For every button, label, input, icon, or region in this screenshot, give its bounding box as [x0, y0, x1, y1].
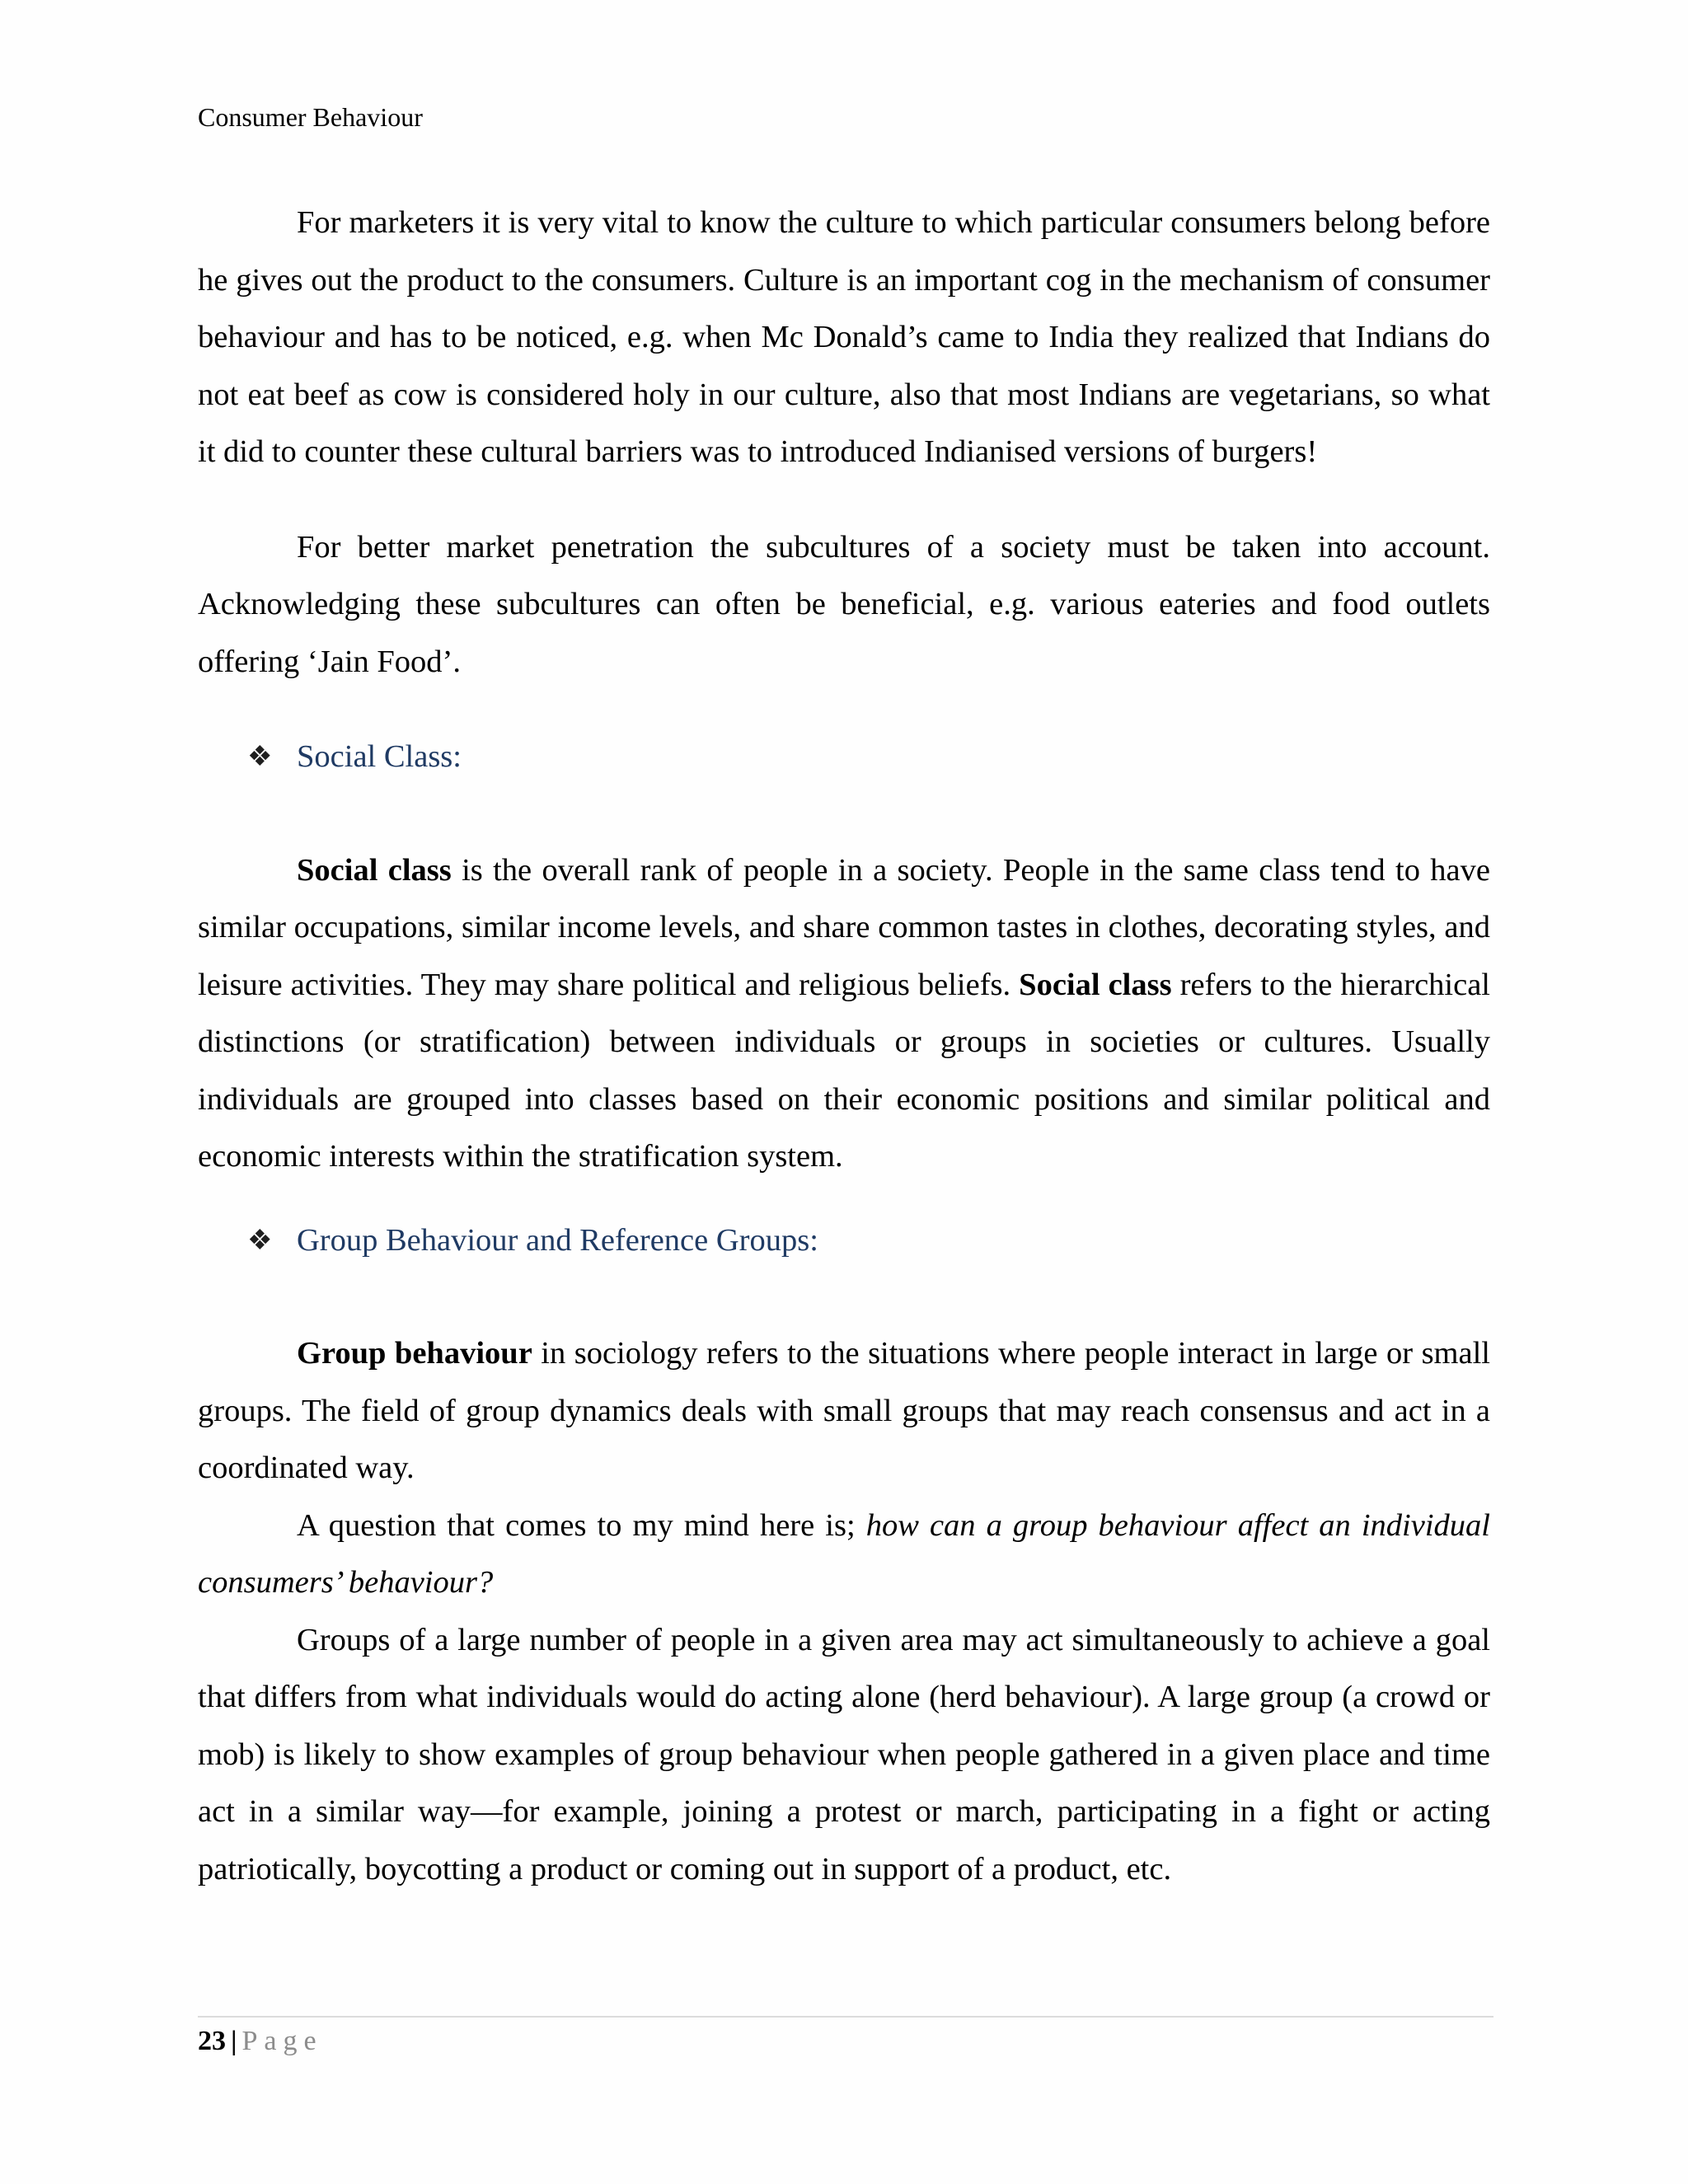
bold-term: Social class: [297, 852, 452, 888]
paragraph-culture: For marketers it is very vital to know the culture to which particular consumers belong before he gives out the product to the consumers. Culture is an important cog in the mechanism of consumer behaviour and has to be noticed, e.g. when Mc Donald’s came to India they realized that Indians do not eat beef as cow is considered holy in our culture, also that most Indians are vegetarians, so what it did to counter these cultural barriers was to introduced Indianised versions of burgers!: [198, 205, 1490, 469]
section-heading-group-behaviour: [198, 1212, 1490, 1270]
footer-separator: |: [231, 2026, 237, 2056]
page-number: 23: [198, 2026, 226, 2056]
diamond-bullet-icon: ❖: [247, 1225, 273, 1256]
paragraph-text: refers to the hierarchical distinctions (or stratification) between individuals or groups in societies or cultures. Usually individuals are grouped into classes based on their economic positions and similar political and economic interests within the stratification system.: [198, 967, 1490, 1174]
paragraph-group-behaviour: [198, 1325, 1490, 1497]
paragraph-social-class: [198, 842, 1490, 1186]
bold-term: Social class: [1019, 967, 1172, 1002]
paragraph-question: [198, 1497, 1490, 1612]
diamond-bullet-icon: ❖: [247, 742, 273, 772]
bold-term: Group behaviour: [297, 1336, 532, 1371]
paragraph-text: in sociology refers to the situations where people interact in large or small groups. The field of group dynamics deals with small groups that may reach consensus and act in a coordinated way.: [198, 1336, 1490, 1485]
paragraph-text: is the overall rank of people in a society. People in the same class tend to have similar occupations, similar income levels, and share common tastes in clothes, decorating styles, and leisure activities. They may share political and religious beliefs.: [198, 852, 1490, 1002]
paragraph-crowd-behaviour: Groups of a large number of people in a given area may act simultaneously to achieve a goal that differs from what individuals would do acting alone (herd behaviour). A large group (a crowd or mob) is likely to show examples of group behaviour when people gathered in a given place and time act in a similar way—for example, joining a protest or march, participating in a fight or acting patriotically, boycotting a product or coming out in support of a product, etc.: [198, 1622, 1490, 1886]
paragraph-subcultures: For better market penetration the subcultures of a society must be taken into account. Acknowledging these subcultures can often be beneficial, e.g. various eateries and food outlets offering ‘Jain Food’.: [198, 529, 1490, 679]
page-body: [198, 194, 1490, 1898]
page-footer: [198, 2021, 323, 2062]
paragraph-text: A question that comes to my mind here is;: [297, 1507, 866, 1543]
section-heading-label: Group Behaviour and Reference Groups:: [297, 1222, 818, 1258]
italic-question: how can a group behaviour affect an individual consumers’ behaviour?: [198, 1507, 1490, 1600]
running-header: Consumer Behaviour: [198, 102, 423, 132]
page-label: Page: [241, 2026, 323, 2056]
footer-divider: [198, 2016, 1493, 2018]
section-heading-social-class: [198, 729, 1490, 786]
section-heading-label: Social Class:: [297, 739, 462, 774]
